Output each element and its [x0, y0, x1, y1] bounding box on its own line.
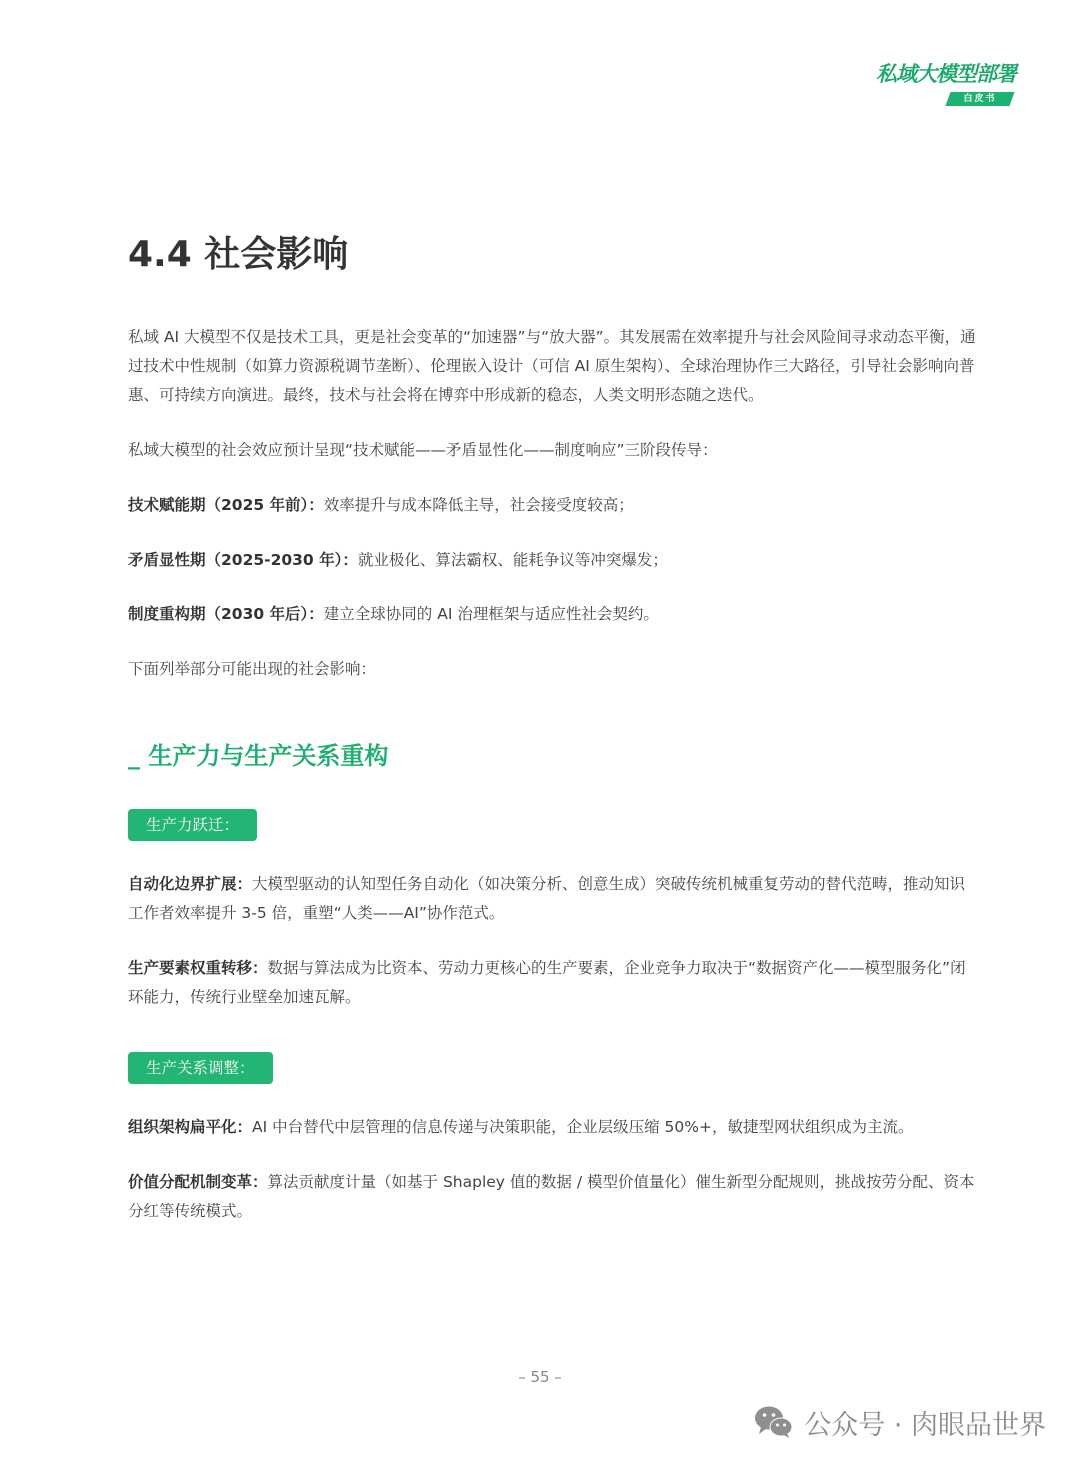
item-label: 生产要素权重转移： [128, 959, 268, 977]
phase-item [128, 600, 980, 629]
phases-intro: 私域大模型的社会效应预计呈现“技术赋能——矛盾显性化——制度响应”三阶段传导： [128, 441, 718, 459]
item-text: 数据与算法成为比资本、劳动力更核心的生产要素，企业竞争力取决于“数据资产化——模型服务化”闭环能力，传统行业壁垒加速瓦解。 [128, 959, 966, 1006]
item-text: 大模型驱动的认知型任务自动化（如决策分析、创意生成）突破传统机械重复劳动的替代范畴，推动知识工作者效率提升 3-5 倍，重塑“人类——AI”协作范式。 [128, 875, 966, 922]
list-item [128, 954, 980, 1012]
item-label: 组织架构扁平化： [128, 1118, 253, 1136]
item-label: 自动化边界扩展： [128, 875, 253, 893]
phase-label: 制度重构期（2030 年后）： [128, 605, 324, 623]
group-tag-relations: 生产关系调整： [128, 1052, 273, 1084]
page-number: – 55 – [518, 1368, 562, 1386]
list-item [128, 1168, 980, 1226]
section-title: 4.4 社会影响 [128, 234, 349, 275]
watermark-text: 公众号 · 肉眼品世界 [804, 1409, 1046, 1441]
phase-item [128, 491, 980, 520]
brand-subtitle: 白皮书 [963, 94, 997, 104]
intro-paragraph: 私域 AI 大模型不仅是技术工具，更是社会变革的“加速器”与“放大器”。其发展需在效率提升与社会风险间寻求动态平衡，通过技术中性规制（如算力资源税调节垄断）、伦理嵌入设计（可信 AI 原生架构）、全球治理协作三大路径，引导社会影响向普惠、可持续方向演进。最终，技术与社会将在博弈中形成新的稳态，人类文明形态随之迭代。 [128, 328, 976, 404]
watermark [754, 1400, 1046, 1444]
wechat-icon [754, 1404, 794, 1440]
phase-text: 效率提升与成本降低主导，社会接受度较高； [323, 496, 634, 514]
list-item [128, 1113, 980, 1142]
brand-subtitle-badge [945, 92, 1014, 106]
list-item [128, 870, 980, 928]
group-tag-productivity: 生产力跃迁： [128, 809, 257, 841]
brand-title: 私域大模型部署 [876, 62, 1016, 86]
list-intro: 下面列举部分可能出现的社会影响： [128, 660, 377, 678]
subsection-title: _ 生产力与生产关系重构 [128, 742, 389, 770]
brand-logo [856, 58, 1016, 110]
phase-text: 建立全球协同的 AI 治理框架与适应性社会契约。 [323, 605, 659, 623]
phase-item [128, 546, 980, 575]
item-label: 价值分配机制变革： [128, 1173, 268, 1191]
phase-label: 矛盾显性期（2025-2030 年）： [128, 551, 358, 569]
phase-text: 就业极化、算法霸权、能耗争议等冲突爆发； [357, 551, 668, 569]
item-text: AI 中台替代中层管理的信息传递与决策职能，企业层级压缩 50%+，敏捷型网状组织成为主流。 [252, 1118, 914, 1136]
phase-label: 技术赋能期（2025 年前）： [128, 496, 324, 514]
item-text: 算法贡献度计量（如基于 Shapley 值的数据 / 模型价值量化）催生新型分配规则，挑战按劳分配、资本分红等传统模式。 [128, 1173, 975, 1220]
